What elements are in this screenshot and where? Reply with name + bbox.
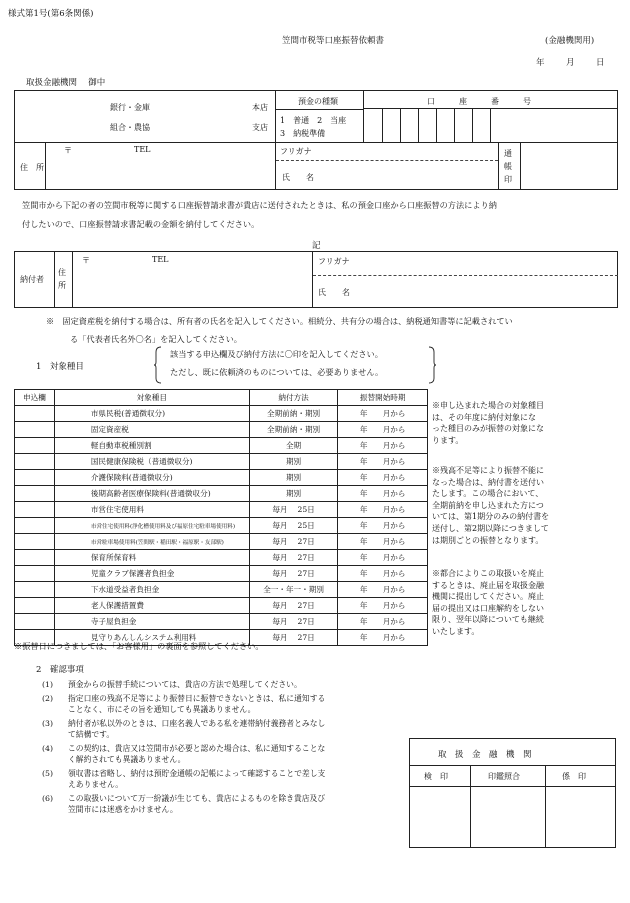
divider xyxy=(498,142,499,190)
payment-method[interactable]: 毎月 27日 xyxy=(249,534,338,550)
stamp-col-inspection: 検 印 xyxy=(424,772,448,781)
table-row xyxy=(15,502,428,518)
date-day: 日 xyxy=(596,58,605,68)
fixed-asset-note-2: る「代表者氏名外〇名」を記入してください。 xyxy=(70,334,242,344)
section1-title: 1 対象種目 xyxy=(36,362,84,372)
table-row xyxy=(15,422,428,438)
divider xyxy=(545,765,546,848)
payment-method[interactable]: 期別 xyxy=(249,470,338,486)
apply-cell[interactable] xyxy=(15,534,55,550)
subject-name: 市営駐車場使用料(笠間駅・稲田駅・福原駅・友部駅) xyxy=(54,534,249,550)
confirm-item-text: この取扱いについて万一紛議が生じても、貴店によるものを除き貴店及び 笠間市には迷惑をかけません。 xyxy=(68,794,326,814)
tel-label: TEL xyxy=(134,145,151,154)
start-period: 年 月から xyxy=(338,550,428,566)
bank-type-label-1: 銀行・金庫 xyxy=(110,103,150,112)
divider xyxy=(520,142,521,190)
date-year: 年 xyxy=(536,58,545,68)
payment-method[interactable]: 全期 xyxy=(249,438,338,454)
payer-name-label: 氏 名 xyxy=(318,288,350,297)
ki-label: 記 xyxy=(312,241,321,251)
payer-postal-mark: 〒 xyxy=(82,256,90,265)
deposit-type-label: 預金の種類 xyxy=(298,97,338,106)
divider xyxy=(72,251,73,308)
subject-name: 保育所保育料 xyxy=(54,550,249,566)
form-number: 様式第1号(第6条関係) xyxy=(8,9,94,19)
table-row xyxy=(15,582,428,598)
apply-cell[interactable] xyxy=(15,486,55,502)
start-period: 年 月から xyxy=(338,454,428,470)
start-period: 年 月から xyxy=(338,630,428,646)
subject-name: 寺子屋負担金 xyxy=(54,614,249,630)
subject-name: 介護保険料(普通徴収分) xyxy=(54,470,249,486)
start-period: 年 月から xyxy=(338,534,428,550)
copy-label: (金融機関用) xyxy=(545,36,595,46)
divider xyxy=(275,90,276,190)
confirm-item-text: 領収書は省略し、納付は預貯金通帳の記帳によって確認することで差し支 えありません。 xyxy=(68,769,326,789)
payer-box xyxy=(14,251,618,308)
subject-name: 軽自動車税種別割 xyxy=(54,438,249,454)
payer-furigana-label: フリガナ xyxy=(318,257,350,266)
table-row xyxy=(15,598,428,614)
confirm-item-text: 預金からの振替手続については、貴店の方法で処理してください。 xyxy=(68,680,302,689)
side-note-2: ※残高不足等により振替不能に なった場合は、納付書を送付い たします。この場合において、 全期前納を申し込まれた方につ いては、第1期分のみの納付書を 送付し、第2期以降につきまして は期別ごとの振替となります。 xyxy=(432,466,550,545)
divider xyxy=(275,109,363,110)
dashed-divider xyxy=(276,160,498,161)
apply-cell[interactable] xyxy=(15,550,55,566)
table-row xyxy=(15,470,428,486)
header-method: 納付方法 xyxy=(249,390,338,406)
address-label: 住 所 xyxy=(20,163,44,172)
subject-name: 老人保護措置費 xyxy=(54,598,249,614)
start-period: 年 月から xyxy=(338,614,428,630)
payment-method[interactable]: 毎月 27日 xyxy=(249,550,338,566)
payment-method[interactable]: 毎月 27日 xyxy=(249,598,338,614)
divider xyxy=(490,109,491,142)
apply-cell[interactable] xyxy=(15,470,55,486)
confirm-item-text: 納付者が私以外のときは、口座名義人である私を連帯納付義務者とみなし て結構です。 xyxy=(68,719,326,739)
side-note-3: ※都合によりこの取扱いを廃止 するときは、廃止届を取扱金融 機関に提出してください。廃止 届の提出又は口座解約をしない 限り、翌年以降についても継続 いたします。 xyxy=(432,569,544,636)
confirm-item-text: 指定口座の残高不足等により振替日に振替できないときは、私に通知する ことなく、市にその旨を通知しても異議ありません。 xyxy=(68,694,326,714)
table-row xyxy=(15,518,428,534)
confirm-item-no: (3) xyxy=(42,719,54,728)
confirm-item-no: (1) xyxy=(42,680,54,689)
subject-name: 下水道受益者負担金 xyxy=(54,582,249,598)
start-period: 年 月から xyxy=(338,582,428,598)
start-period: 年 月から xyxy=(338,406,428,422)
apply-cell[interactable] xyxy=(15,614,55,630)
left-bracket-icon xyxy=(154,346,162,384)
payer-label: 納付者 xyxy=(20,275,44,284)
stamp-box-title: 取 扱 金 融 機 関 xyxy=(438,750,532,760)
divider xyxy=(470,765,471,848)
addressee: 取扱金融機関 御中 xyxy=(26,78,106,88)
divider xyxy=(472,109,473,142)
confirm-item-no: (4) xyxy=(42,744,54,753)
confirm-item-no: (5) xyxy=(42,769,54,778)
stamp-col-seal-check: 印鑑照合 xyxy=(488,772,520,781)
subject-name: 市県民税(普通徴収分) xyxy=(54,406,249,422)
start-period: 年 月から xyxy=(338,438,428,454)
apply-cell[interactable] xyxy=(15,502,55,518)
confirm-item-no: (2) xyxy=(42,694,54,703)
table-row xyxy=(15,406,428,422)
apply-cell[interactable] xyxy=(15,406,55,422)
section1-instruction-2: ただし、既に依頼済のものについては、必要ありません。 xyxy=(170,367,384,377)
divider xyxy=(418,109,419,142)
table-row xyxy=(15,566,428,582)
apply-cell[interactable] xyxy=(15,518,55,534)
stamp-col-clerk: 係 印 xyxy=(562,772,586,781)
seal-label: 通 帳 印 xyxy=(504,149,512,184)
furigana-label: フリガナ xyxy=(280,147,312,156)
payment-method[interactable]: 全一・年一・期別 xyxy=(249,582,338,598)
payment-method[interactable]: 毎月 27日 xyxy=(249,614,338,630)
start-period: 年 月から xyxy=(338,486,428,502)
header-apply: 申込欄 xyxy=(15,390,55,406)
branch-label-2: 支店 xyxy=(252,123,268,132)
start-period: 年 月から xyxy=(338,566,428,582)
dashed-divider xyxy=(313,275,618,276)
apply-cell[interactable] xyxy=(15,422,55,438)
table-row xyxy=(15,486,428,502)
fixed-asset-note-1: ※ 固定資産税を納付する場合は、所有者の氏名を記入してください。相続分、共有分の場合は、納税通知書等に記載されてい xyxy=(46,316,513,326)
subject-name: 固定資産税 xyxy=(54,422,249,438)
transfer-day-note: ※振替日につきましては、「お客様用」の裏面を参照してください。 xyxy=(14,641,264,651)
payer-tel-label: TEL xyxy=(152,255,169,264)
payment-method[interactable]: 毎月 25日 xyxy=(249,502,338,518)
section2-title: 2 確認事項 xyxy=(36,665,84,675)
divider xyxy=(312,251,313,308)
subject-name: 見守りあんしんシステム利用料 xyxy=(54,630,249,646)
divider xyxy=(409,786,616,787)
side-note-1: ※申し込まれた場合の対象種目 は、その年度に納付対象にな った種目のみが振替の対象にな ります。 xyxy=(432,401,544,445)
table-row xyxy=(15,534,428,550)
start-period: 年 月から xyxy=(338,502,428,518)
subjects-table xyxy=(14,389,428,646)
start-period: 年 月から xyxy=(338,422,428,438)
divider xyxy=(409,765,616,766)
confirm-item-no: (6) xyxy=(42,794,54,803)
apply-cell[interactable] xyxy=(15,566,55,582)
divider xyxy=(45,142,46,190)
start-period: 年 月から xyxy=(338,598,428,614)
form-title: 笠間市税等口座振替依頼書 xyxy=(282,36,385,46)
request-text-1: 笠間市から下記の者の笠間市税等に関する口座振替請求書が貴店に送付されたときは、私の預金口座から口座振替の方法により納 xyxy=(22,200,497,210)
table-row xyxy=(15,454,428,470)
start-period: 年 月から xyxy=(338,470,428,486)
table-row xyxy=(15,550,428,566)
header-start: 振替開始時期 xyxy=(338,390,428,406)
divider xyxy=(454,109,455,142)
deposit-type-option-1: 1 普通 2 当座 xyxy=(280,116,347,125)
payment-method[interactable]: 全期前納・期別 xyxy=(249,406,338,422)
payment-method[interactable]: 毎月 27日 xyxy=(249,630,338,646)
account-number-label: 口 座 番 号 xyxy=(427,97,531,106)
table-row xyxy=(15,614,428,630)
payment-method[interactable]: 毎月 27日 xyxy=(249,566,338,582)
divider xyxy=(14,142,618,143)
apply-cell[interactable] xyxy=(15,438,55,454)
subject-name: 後期高齢者医療保険料(普通徴収分) xyxy=(54,486,249,502)
apply-cell[interactable] xyxy=(15,454,55,470)
apply-cell[interactable] xyxy=(15,598,55,614)
divider xyxy=(382,109,383,142)
payer-address-label: 住 所 xyxy=(58,268,66,290)
payment-method[interactable]: 毎月 25日 xyxy=(249,518,338,534)
divider xyxy=(54,251,55,308)
bank-type-label-2: 組合・農協 xyxy=(110,123,150,132)
deposit-type-option-2: 3 納税準備 xyxy=(280,129,326,138)
divider xyxy=(400,109,401,142)
subject-name: 市営住宅使用料(浄化槽使用料及び福原住宅駐車場使用料) xyxy=(54,518,249,534)
start-period: 年 月から xyxy=(338,518,428,534)
table-header-row xyxy=(15,390,428,406)
header-subject: 対象種目 xyxy=(54,390,249,406)
table-row xyxy=(15,438,428,454)
section1-instruction-1: 該当する申込欄及び納付方法に〇印を記入してください。 xyxy=(170,349,383,359)
payment-method[interactable]: 全期前納・期別 xyxy=(249,422,338,438)
divider xyxy=(363,90,364,142)
postal-mark: 〒 xyxy=(64,146,72,155)
subject-name: 市営住宅使用料 xyxy=(54,502,249,518)
subject-name: 国民健康保険税（普通徴収分) xyxy=(54,454,249,470)
request-text-2: 付したいので、口座振替請求書記載の金額を納付してください。 xyxy=(22,219,260,229)
name-label: 氏 名 xyxy=(282,173,314,182)
payment-method[interactable]: 期別 xyxy=(249,454,338,470)
branch-label-1: 本店 xyxy=(252,103,268,112)
payment-method[interactable]: 期別 xyxy=(249,486,338,502)
confirm-item-text: この契約は、貴店又は笠間市が必要と認めた場合は、私に通知することな く解約されても異議ありません。 xyxy=(68,744,326,764)
date-month: 月 xyxy=(566,58,575,68)
right-bracket-icon xyxy=(428,346,436,384)
divider xyxy=(436,109,437,142)
apply-cell[interactable] xyxy=(15,582,55,598)
subject-name: 児童クラブ保護者負担金 xyxy=(54,566,249,582)
